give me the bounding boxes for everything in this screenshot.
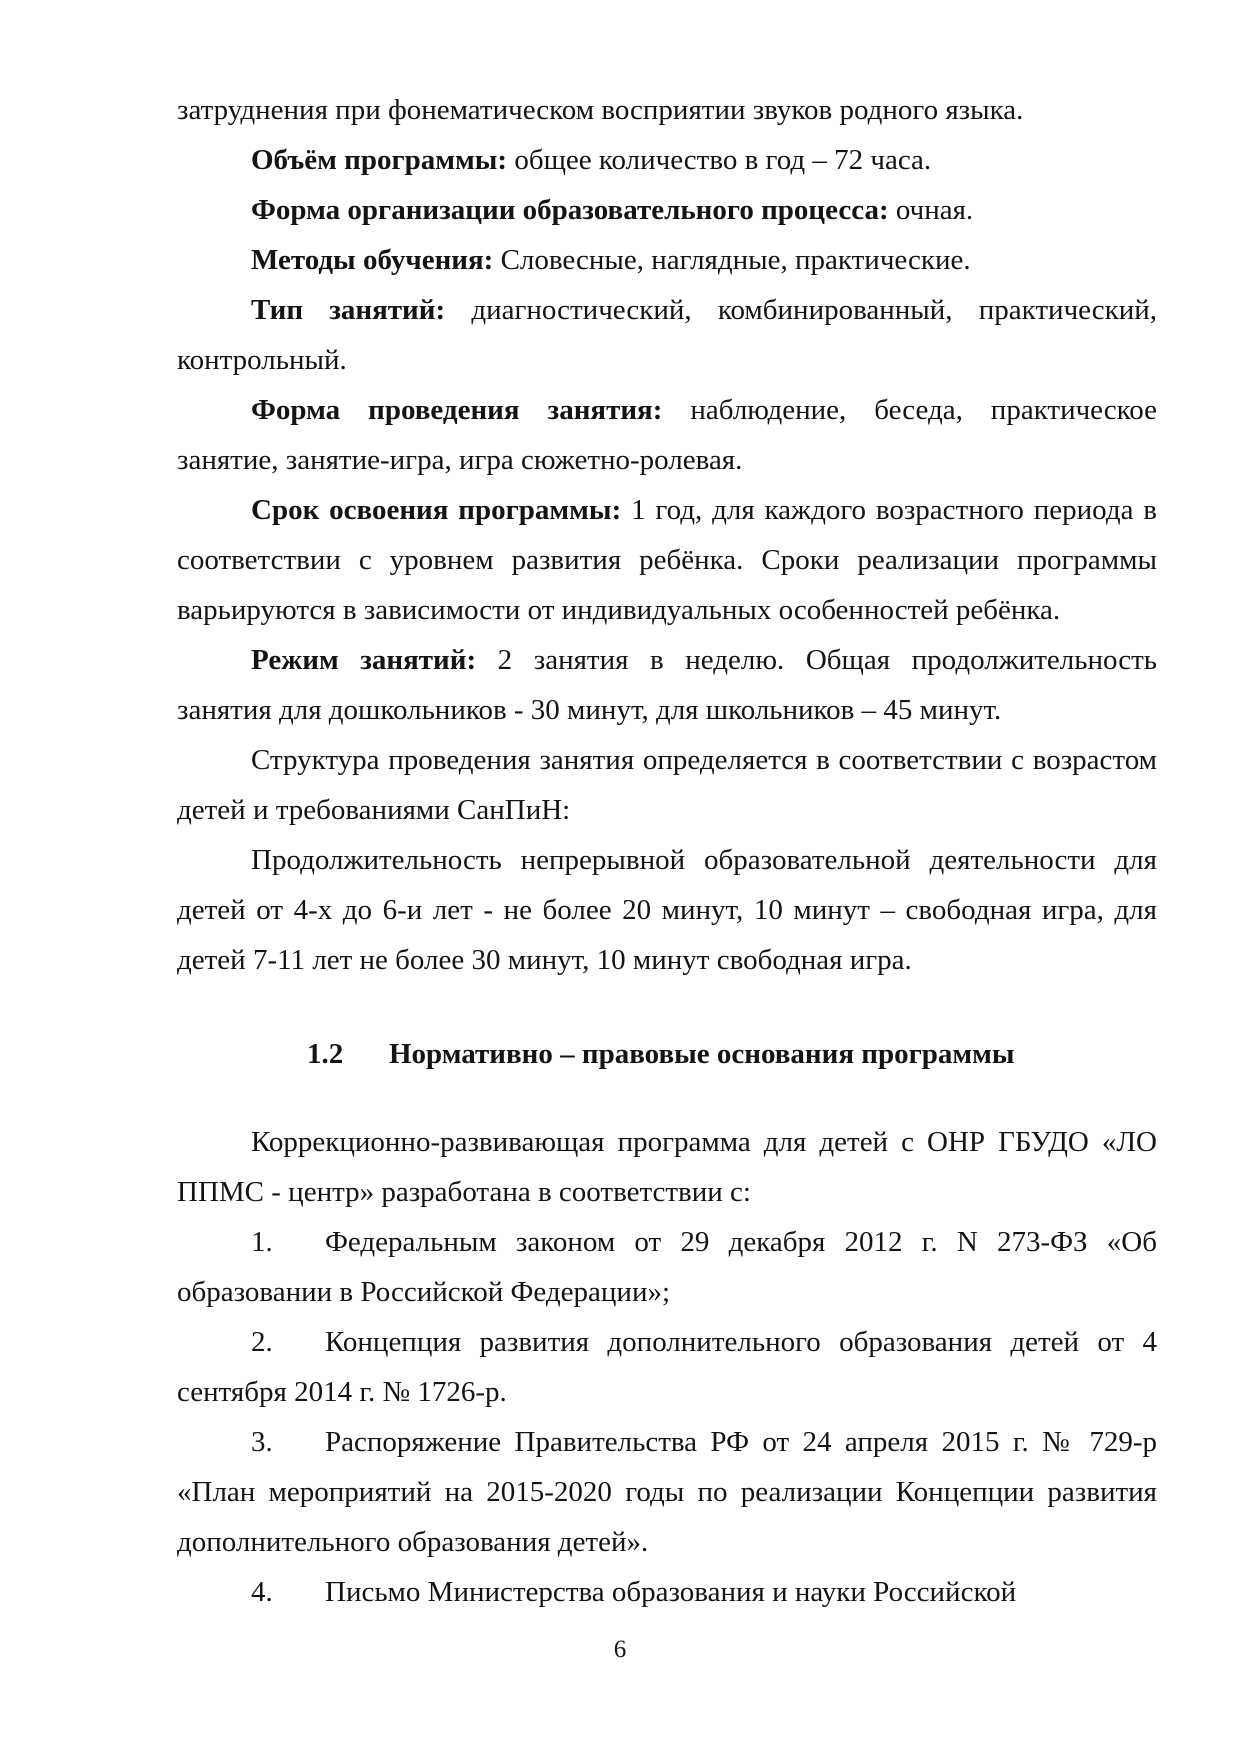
document-body xyxy=(177,85,1157,1617)
page-number: 6 xyxy=(613,1636,627,1663)
label-mastery-term: Срок освоения программы: xyxy=(251,494,622,526)
section-number: 1.2 xyxy=(307,1038,344,1070)
list-item-text: Федеральным законом от 29 декабря 2012 г. N 273-ФЗ «Об образовании в Российской Федерации»; xyxy=(177,1226,1157,1308)
paragraph-intro: Коррекционно-развивающая программа для детей с ОНР ГБУДО «ЛО ППМС - центр» разработана в соответствии с: xyxy=(177,1126,1157,1208)
section-heading xyxy=(177,1029,1157,1079)
list-item xyxy=(177,1217,1157,1317)
text-program-volume: общее количество в год – 72 часа. xyxy=(507,144,932,176)
list-item xyxy=(177,1567,1157,1617)
paragraph-lesson-structure: Структура проведения занятия определяется в соответствии с возрастом детей и требованиями СанПиН: xyxy=(177,744,1157,826)
paragraph-continuation: затруднения при фонематическом восприятии звуков родного языка. xyxy=(177,94,1024,126)
text-organization-form: очная. xyxy=(888,194,974,226)
label-lesson-form: Форма проведения занятия: xyxy=(251,394,663,426)
paragraph-lesson-types xyxy=(177,285,1157,385)
list-item-number: 3. xyxy=(251,1426,273,1458)
paragraph-organization-form xyxy=(177,185,1157,235)
paragraph-duration: Продолжительность непрерывной образовательной деятельности для детей от 4-х до 6-и лет - не более 20 минут, 10 минут – свободная игра, для детей 7-11 лет не более 30 минут, 10 минут свободная игра. xyxy=(177,844,1157,976)
text-lesson-form: наблюдение, беседа, практическое занятие, занятие-игра, игра сюжетно-ролевая. xyxy=(177,394,1157,476)
list-item-text: Концепция развития дополнительного образования детей от 4 сентября 2014 г. № 1726-р. xyxy=(177,1326,1157,1408)
list-item xyxy=(177,1317,1157,1417)
text-lesson-types: диагностический, комбинированный, практический, контрольный. xyxy=(177,294,1157,376)
list-item-text: Распоряжение Правительства РФ от 24 апреля 2015 г. № 729-р «План мероприятий на 2015-2020 годы по реализации Концепции развития дополнительного образования детей». xyxy=(177,1426,1157,1558)
paragraph-lesson-form xyxy=(177,385,1157,485)
text-lesson-schedule: 2 занятия в неделю. Общая продолжительность занятия для дошкольников - 30 минут, для школьников – 45 минут. xyxy=(177,644,1157,726)
list-item-number: 1. xyxy=(251,1226,273,1258)
list-item xyxy=(177,1417,1157,1567)
label-program-volume: Объём программы: xyxy=(251,144,508,176)
list-item-number: 4. xyxy=(251,1576,273,1608)
text-mastery-term: 1 год, для каждого возрастного периода в соответствии с уровнем развития ребёнка. Сроки реализации программы варьируются в зависимости от индивидуальных особенностей ребёнка. xyxy=(177,494,1157,626)
paragraph-lesson-schedule xyxy=(177,635,1157,735)
list-item-number: 2. xyxy=(251,1326,273,1358)
paragraph-teaching-methods xyxy=(177,235,1157,285)
list-item-text: Письмо Министерства образования и науки Российской xyxy=(325,1576,1017,1608)
paragraph-program-volume xyxy=(177,135,1157,185)
paragraph-mastery-term xyxy=(177,485,1157,635)
text-teaching-methods: Словесные, наглядные, практические. xyxy=(493,244,971,276)
label-teaching-methods: Методы обучения: xyxy=(251,244,494,276)
label-organization-form: Форма организации образовательного процесса: xyxy=(251,194,889,226)
section-title: Нормативно – правовые основания программы xyxy=(389,1038,1015,1070)
label-lesson-types: Тип занятий: xyxy=(251,294,446,326)
label-lesson-schedule: Режим занятий: xyxy=(251,644,477,676)
